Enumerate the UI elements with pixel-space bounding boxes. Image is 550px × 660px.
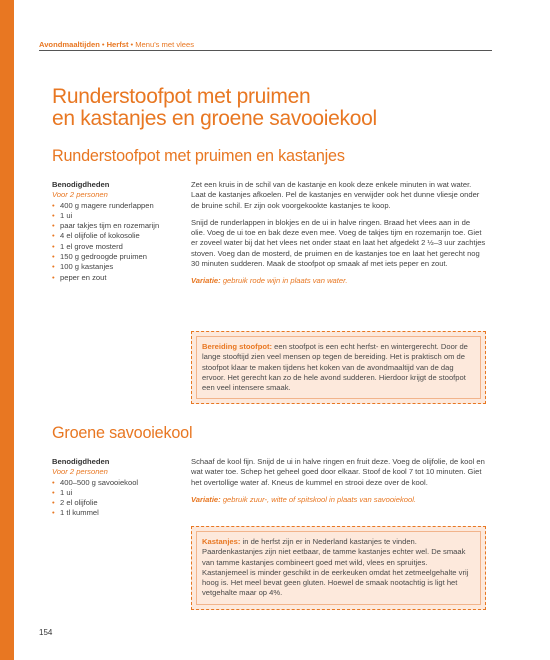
recipe1-ingredients [52, 180, 180, 283]
tip-box-content [196, 336, 481, 399]
breadcrumb-separator: • [101, 40, 105, 49]
ingredient-item: • 400–500 g savooiekool [52, 478, 180, 488]
breadcrumb [39, 40, 492, 49]
breadcrumb-part-3: Menu's met vlees [135, 40, 195, 49]
recipe1-variatie [191, 276, 486, 286]
recipe2-heading: Groene savooiekool [52, 424, 193, 442]
tip-text: in de herfst zijn er in Nederland kastanjes te vinden. Paardenkastanjes zijn niet eetbaar, de tamme kastanjes echter wel. De smaak van tamme kastanjes combineert goed met wild, vlees en spruitjes. Kastanjemeel is minder geschikt in de eerkeuken omdat het zetmeelgehalte vrij hoog is. Het meel bevat geen gluten. Hoewel de smaak nootachtig is ligt het vetgehalte maar op 4%. [202, 537, 469, 598]
page-title-line-2: en kastanjes en groene savooiekool [52, 107, 377, 130]
tip-box-kastanjes [191, 526, 486, 610]
variatie-text: gebruik zuur-, witte of spitskool in plaats van savooiekool. [222, 494, 416, 504]
recipe1-paragraph-1: Zet een kruis in de schil van de kastanje en kook deze enkele minuten in wat water. Laat de kastanjes afkoelen. Pel de kastanjes en verwijder ook het dunne vliesje onder de bruine schil. Er zijn ook voorgekookte kastanjes te koop. [191, 180, 480, 210]
ingredient-item: • 100 g kastanjes [52, 262, 180, 272]
ingredient-item: • 400 g magere runderlappen [52, 201, 180, 211]
recipe1-paragraph-2: Snijd de runderlappen in blokjes en de ui in halve ringen. Braad het vlees aan in de olie. Voeg de ui toe en bak deze even mee. Voeg de takjes tijm en rozemarijn toe. Giet er zoveel water bij dat het vlees net onder staat en laat het afgedekt 2 ½–3 uur zachtjes stoven. Voeg dan de mosterd, de pruimen en de kastanjes toe en laat het gerecht nog 30 minuten sudderen. Maak de stoofpot op smaak af met iets peper en zout. [191, 217, 486, 269]
ingredient-item: • 1 tl kummel [52, 508, 180, 518]
breadcrumb-part-1: Avondmaaltijden [39, 40, 100, 49]
tip-label: Kastanjes: [202, 537, 241, 546]
page-title-line-1: Runderstoofpot met pruimen [52, 85, 311, 108]
breadcrumb-part-2: Herfst [106, 40, 129, 49]
ingredient-item: • 1 ui [52, 211, 180, 221]
recipe2-persons: Voor 2 personen [52, 467, 108, 477]
recipe2-instructions [191, 457, 486, 512]
recipe1-instructions [191, 180, 486, 294]
variatie-label: Variatie: [191, 276, 221, 286]
recipe1-heading: Runderstoofpot met pruimen en kastanjes [52, 147, 345, 165]
variatie-text: gebruik rode wijn in plaats van water. [222, 276, 348, 286]
tip-box-content [196, 531, 481, 605]
breadcrumb-separator: • [130, 40, 134, 49]
orange-side-bar [0, 0, 14, 660]
recipe2-ingredients [52, 457, 180, 519]
recipe2-ingredients-title: Benodigdheden [52, 457, 110, 466]
tip-box-stoofpot [191, 331, 486, 404]
recipe1-ingredients-title: Benodigdheden [52, 180, 110, 189]
variatie-label: Variatie: [191, 494, 221, 504]
ingredient-item: • 4 el olijfolie of kokosolie [52, 231, 180, 241]
page-number: 154 [39, 628, 53, 637]
recipe1-ingredient-list [52, 201, 180, 283]
tip-label: Bereiding stoofpot: [202, 342, 273, 351]
ingredient-item: • 150 g gedroogde pruimen [52, 252, 180, 262]
ingredient-item: • 1 el grove mosterd [52, 242, 180, 252]
ingredient-item: • 1 ui [52, 488, 180, 498]
recipe2-ingredient-list [52, 478, 180, 519]
ingredient-item: • peper en zout [52, 273, 180, 283]
recipe2-variatie [191, 495, 486, 505]
recipe1-persons: Voor 2 personen [52, 190, 108, 200]
recipe2-paragraph-1: Schaaf de kool fijn. Snijd de ui in halve ringen en fruit deze. Voeg de olijfolie, de kool en wat water toe. Schep het geheel goed door elkaar. Stoof de kool 7 tot 10 minuten. Giet het overtollige water af. Kneus de kummel en strooi deze over de kool. [191, 457, 485, 487]
top-rule [39, 50, 492, 51]
page-title [52, 86, 492, 130]
ingredient-item: • paar takjes tijm en rozemarijn [52, 221, 180, 231]
ingredient-item: • 2 el olijfolie [52, 498, 180, 508]
tip-text: een stoofpot is een echt herfst- en wintergerecht. Door de lange stooftijd zien veel mensen op tegen de bereiding. Het is praktisch om de stoofpot klaar te maken tijdens het koken van de avondmaaltijd van de dag ervoor. Het gerecht kan zo de hele avond sudderen. Hierdoor krijgt de stoofpot een veel intensere smaak. [202, 342, 468, 393]
